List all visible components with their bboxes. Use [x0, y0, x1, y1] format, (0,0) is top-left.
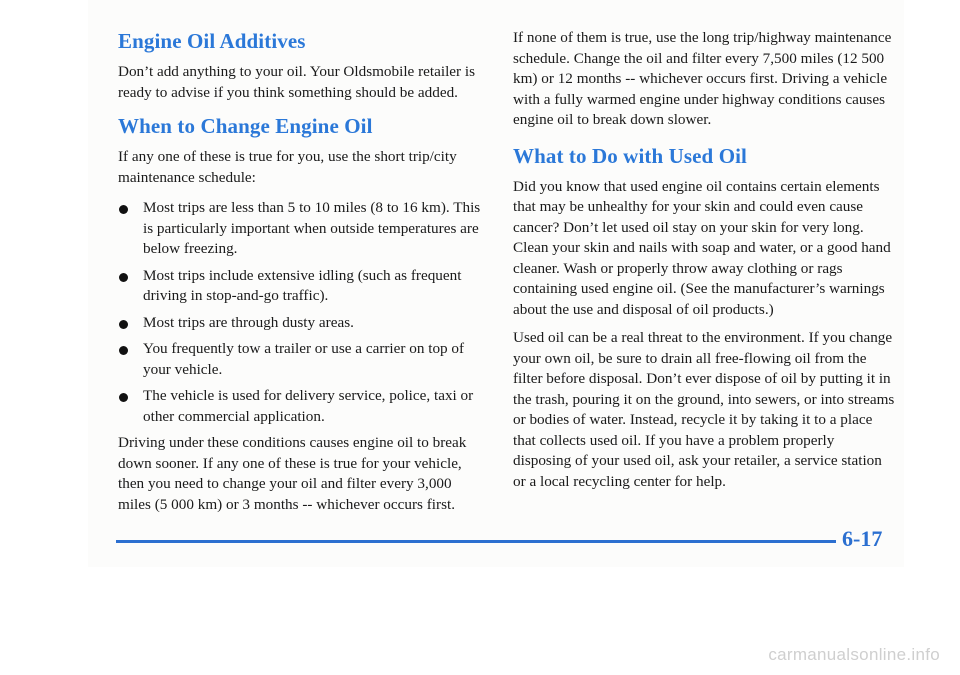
- bullet-icon: [119, 346, 128, 355]
- list-item: [118, 266, 488, 307]
- list-item: [118, 198, 488, 260]
- heading-engine-oil-additives: Engine Oil Additives: [118, 29, 306, 53]
- left-column: [118, 28, 488, 515]
- list-item-text: You frequently tow a trailer or use a carrier on top of your vehicle.: [143, 340, 465, 378]
- bullet-icon: [119, 273, 128, 282]
- bullet-icon: [119, 393, 128, 402]
- conditions-list: [118, 198, 488, 427]
- long-trip-paragraph: If none of them is true, use the long trip/highway maintenance schedule. Change the oil and filter every 7,500 miles (12 500 km) or 12 months -- whichever occurs first. Driving a vehicle with a fully warmed engine under highway conditions causes engine oil to break down slower.: [513, 29, 892, 128]
- list-item-text: Most trips include extensive idling (such as frequent driving in stop-and-go traffic).: [143, 266, 462, 304]
- list-item: [118, 339, 488, 380]
- right-column: [513, 28, 896, 492]
- page-number: 6-17: [842, 526, 883, 551]
- bullet-icon: [119, 320, 128, 329]
- change-intro-paragraph: If any one of these is true for you, use the short trip/city maintenance schedule:: [118, 148, 457, 186]
- list-item-text: Most trips are through dusty areas.: [143, 313, 354, 331]
- bullet-icon: [119, 205, 128, 214]
- list-item: [118, 313, 488, 334]
- list-item-text: Most trips are less than 5 to 10 miles (8 to 16 km). This is particularly important when outside temperatures are below freezing.: [143, 199, 481, 257]
- used-oil-health-paragraph: Did you know that used engine oil contains certain elements that may be unhealthy for your skin and could even cause cancer? Don’t let used oil stay on your skin for very long. Clean your skin and nails with soap and water, or a good hand cleaner. Wash or properly throw away clothing or rags containing used engine oil. (See the manufacturer’s warnings about the use and disposal of oil products.): [513, 177, 891, 318]
- heading-when-to-change-oil: When to Change Engine Oil: [118, 114, 373, 138]
- change-conclusion-paragraph: Driving under these conditions causes engine oil to break down sooner. If any one of these is true for your vehicle, then you need to change your oil and filter every 3,000 miles (5 000 km) or 3 months -- whichever occurs first.: [118, 434, 467, 513]
- footer-rule: [116, 540, 836, 543]
- watermark: carmanualsonline.info: [768, 645, 940, 664]
- heading-used-oil: What to Do with Used Oil: [513, 143, 747, 168]
- list-item: [118, 386, 488, 427]
- used-oil-environment-paragraph: Used oil can be a real threat to the environment. If you change your own oil, be sure to drain all free-flowing oil from the filter before disposal. Don’t ever dispose of oil by putting it in the trash, pouring it on the ground, into sewers, or into streams or bodies of water. Instead, recycle it by taking it to a place that collects used oil. If you have a problem properly disposing of your used oil, ask your retailer, a service station or a local recycling center for help.: [513, 329, 895, 490]
- list-item-text: The vehicle is used for delivery service, police, taxi or other commercial application.: [143, 387, 474, 425]
- additives-paragraph: Don’t add anything to your oil. Your Oldsmobile retailer is ready to advise if you think something should be added.: [118, 63, 476, 101]
